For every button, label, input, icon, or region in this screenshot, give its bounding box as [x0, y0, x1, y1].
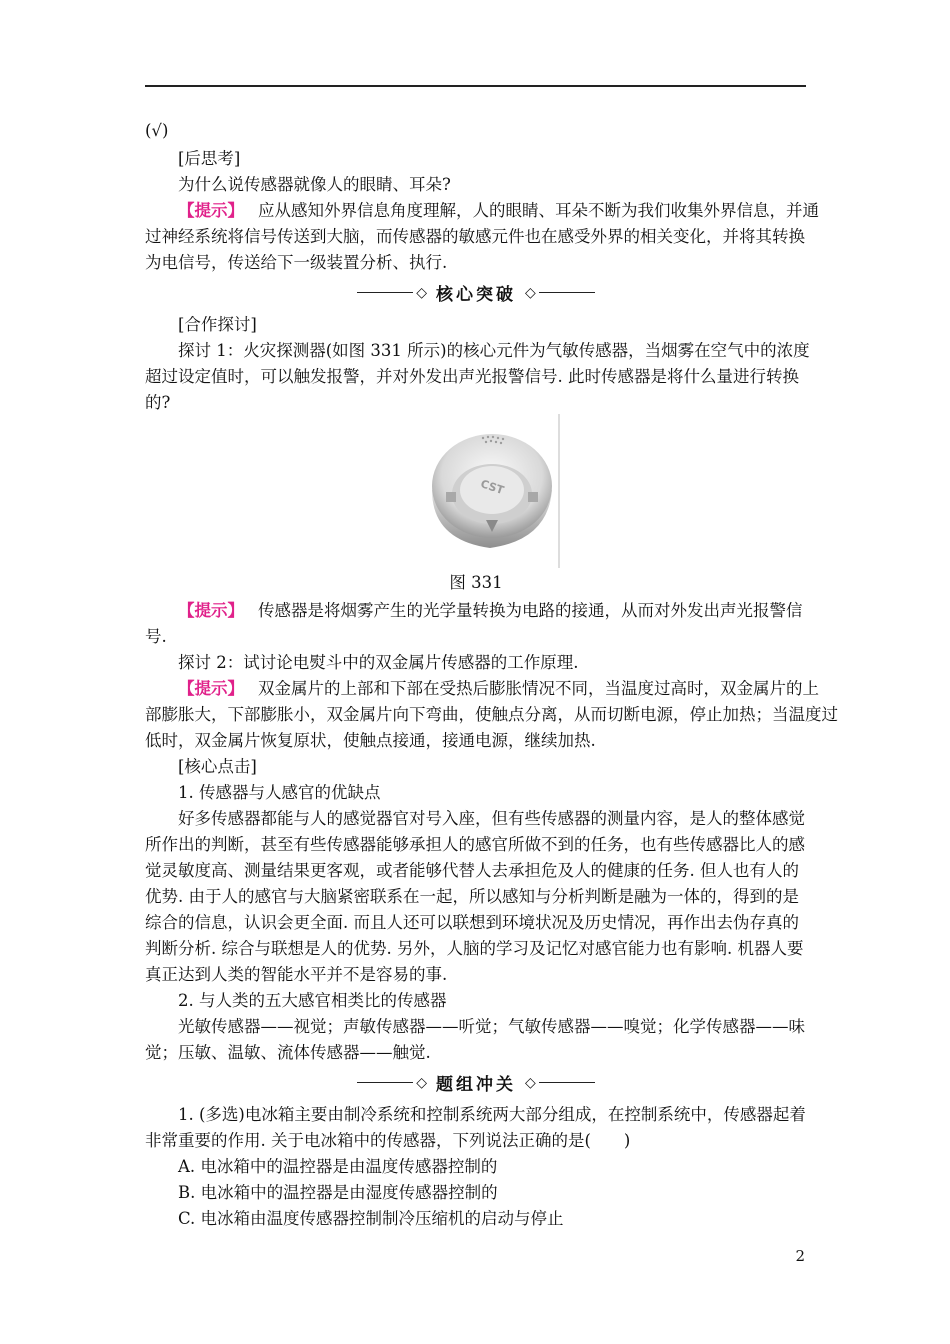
coop-question-line: 探讨 1：火灾探测器(如图 331 所示)的核心元件为气敏传感器，当烟雾在空气中的浓度	[178, 341, 810, 360]
core-item2-title: 2. 与人类的五大感官相类比的传感器	[178, 991, 447, 1010]
core-label: [核心点击]	[178, 757, 257, 776]
core-item1-line: 好多传感器都能与人的感觉器官对号入座，但有些传感器的测量内容，是人的整体感觉	[178, 809, 805, 828]
core-item1-line: 真正达到人类的智能水平并不是容易的事.	[145, 965, 448, 984]
after-think-answer-line: 【提示】 应从感知外界信息角度理解，人的眼睛、耳朵不断为我们收集外界信息，并通	[178, 201, 819, 220]
question-stem-line: 非常重要的作用. 关于电冰箱中的传感器，下列说法正确的是( )	[145, 1131, 631, 1150]
diamond-icon: ◇	[525, 284, 536, 301]
option-b: B. 电冰箱中的温控器是由湿度传感器控制的	[178, 1183, 498, 1202]
core-item1-line: 优势. 由于人的感官与大脑紧密联系在一起，所以感知与分析判断是融为一体的，得到的是	[145, 887, 799, 906]
svg-text:CST: CST	[478, 477, 506, 497]
diamond-icon: ◇	[416, 1074, 427, 1091]
hint-tag: 【提示】	[178, 679, 244, 698]
core-item1-line: 觉灵敏度高、测量结果更客观，或者能够代替人去承担危及人的健康的任务. 但人也有人的	[145, 861, 799, 880]
section-heading-core: ◇ 核心突破 ◇	[145, 280, 807, 308]
after-think-label: [后思考]	[178, 149, 241, 168]
figure-caption: 图 331	[449, 573, 503, 592]
diamond-icon: ◇	[416, 284, 427, 301]
hint-tag: 【提示】	[178, 201, 244, 220]
coop-question-line: 的?	[145, 393, 171, 412]
coop-question2: 探讨 2：试讨论电熨斗中的双金属片传感器的工作原理.	[178, 653, 579, 672]
smoke-detector-image	[428, 412, 562, 570]
core-item1-line: 判断分析. 综合与联想是人的优势. 另外，人脑的学习及记忆对感官能力也有影响. 机器人要	[145, 939, 804, 958]
header-rule	[145, 85, 806, 87]
core-item1-line: 所作出的判断，甚至有些传感器能够承担人的感官所做不到的任务，也有些传感器比人的感	[145, 835, 805, 854]
hint1-line: 【提示】 传感器是将烟雾产生的光学量转换为电路的接通，从而对外发出声光报警信	[178, 601, 803, 620]
after-think-answer-line: 过神经系统将信号传送到大脑，而传感器的敏感元件也在感受外界的相关变化，并将其转换	[145, 227, 805, 246]
option-a: A. 电冰箱中的温控器是由温度传感器控制的	[178, 1157, 498, 1176]
after-think-question: 为什么说传感器就像人的眼睛、耳朵?	[178, 175, 451, 194]
core-item1-line: 综合的信息，认识会更全面. 而且人还可以联想到环境状况及历史情况，再作出去伪存真的	[145, 913, 799, 932]
hint1-line: 号.	[145, 627, 167, 646]
hint-tag: 【提示】	[178, 601, 244, 620]
core-item2-line: 觉；压敏、温敏、流体传感器——触觉.	[145, 1043, 431, 1062]
core-item1-title: 1. 传感器与人感官的优缺点	[178, 783, 381, 802]
after-think-answer-line: 为电信号，传送给下一级装置分析、执行.	[145, 253, 448, 272]
core-item2-line: 光敏传感器——视觉；声敏传感器——听觉；气敏传感器——嗅觉；化学传感器——味	[178, 1017, 805, 1036]
hint2-line: 【提示】 双金属片的上部和下部在受热后膨胀情况不同，当温度过高时，双金属片的上	[178, 679, 819, 698]
coop-label: [合作探讨]	[178, 315, 257, 334]
hint2-line: 部膨胀大，下部膨胀小，双金属片向下弯曲，使触点分离，从而切断电源，停止加热；当温度过	[145, 705, 838, 724]
page-number: 2	[795, 1247, 805, 1265]
option-c: C. 电冰箱由温度传感器控制制冷压缩机的启动与停止	[178, 1209, 564, 1228]
coop-question-line: 超过设定值时，可以触发报警，并对外发出声光报警信号. 此时传感器是将什么量进行转换	[145, 367, 799, 386]
question-stem-line: 1. (多选)电冰箱主要由制冷系统和控制系统两大部分组成，在控制系统中，传感器起着	[178, 1105, 806, 1124]
check-mark: (√)	[145, 121, 169, 140]
section-heading-practice: ◇ 题组冲关 ◇	[145, 1070, 807, 1098]
diamond-icon: ◇	[525, 1074, 536, 1091]
hint2-line: 低时，双金属片恢复原状，使触点接通，接通电源，继续加热.	[145, 731, 596, 750]
